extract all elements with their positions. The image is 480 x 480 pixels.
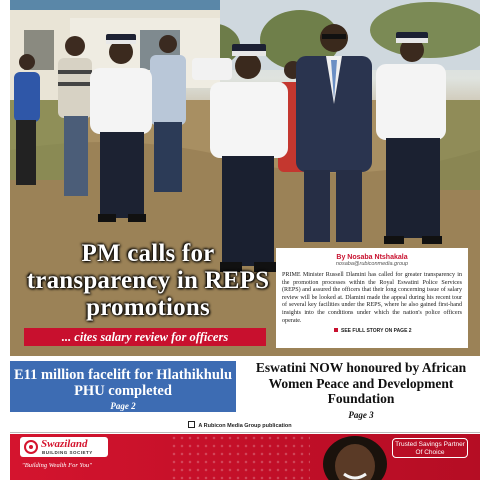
see-full-story-label: SEE FULL STORY ON PAGE 2 (341, 328, 412, 335)
secondary-story-left[interactable] (10, 361, 236, 412)
secondary-right-page: Page 3 (348, 409, 374, 420)
ad-brand-sub: BUILDING SOCIETY (42, 450, 93, 455)
ad-dot-pattern (170, 434, 310, 480)
brand-ring-icon (24, 440, 38, 454)
red-square-icon (334, 328, 338, 332)
ad-brand-logo (20, 437, 108, 457)
ad-brand-name: Swaziland (41, 438, 88, 450)
ad-badge: Trusted Savings Partner Of Choice (392, 438, 468, 458)
advertisement-banner[interactable] (10, 434, 480, 480)
publication-line (0, 420, 480, 432)
publication-label: A Rubicon Media Group publication (198, 423, 292, 429)
rubicon-logo-icon (188, 421, 195, 428)
author-email[interactable]: nosaba@rubiconmedia.group (335, 261, 409, 267)
lead-photo (10, 0, 480, 356)
divider (10, 432, 480, 433)
secondary-story-right[interactable] (246, 360, 476, 420)
ad-woman-photo (310, 434, 400, 480)
lead-story-text: PRIME Minister Russell Dlamini has called for greater transparency in the promotion processes within the Royal Eswatini Police Services (REPS) and assured the officers that their long concerning issue of salary review will be looked at. Dlamini made the appeal during his recent tour of several key facilities under the REPS, where he also gained first-hand insights into the conditions under which the nation's police officers operate. (282, 272, 462, 324)
lead-subheadline: ... cites salary review for officers (24, 328, 266, 346)
see-full-story-link[interactable] (282, 328, 462, 334)
secondary-right-title: Eswatini NOW honoured by African Women Peace and Development Foundation (255, 360, 467, 406)
secondary-left-title: E11 million facelift for Hlathikhulu PHU completed (13, 367, 233, 399)
ad-tagline: "Building Wealth For You" (22, 462, 92, 469)
lead-story-box (276, 248, 468, 348)
byline: By Nosaba Ntshakala (336, 254, 408, 261)
lead-headline[interactable]: PM calls for transparency in REPS promotions (26, 240, 270, 321)
secondary-left-page: Page 2 (110, 401, 136, 411)
